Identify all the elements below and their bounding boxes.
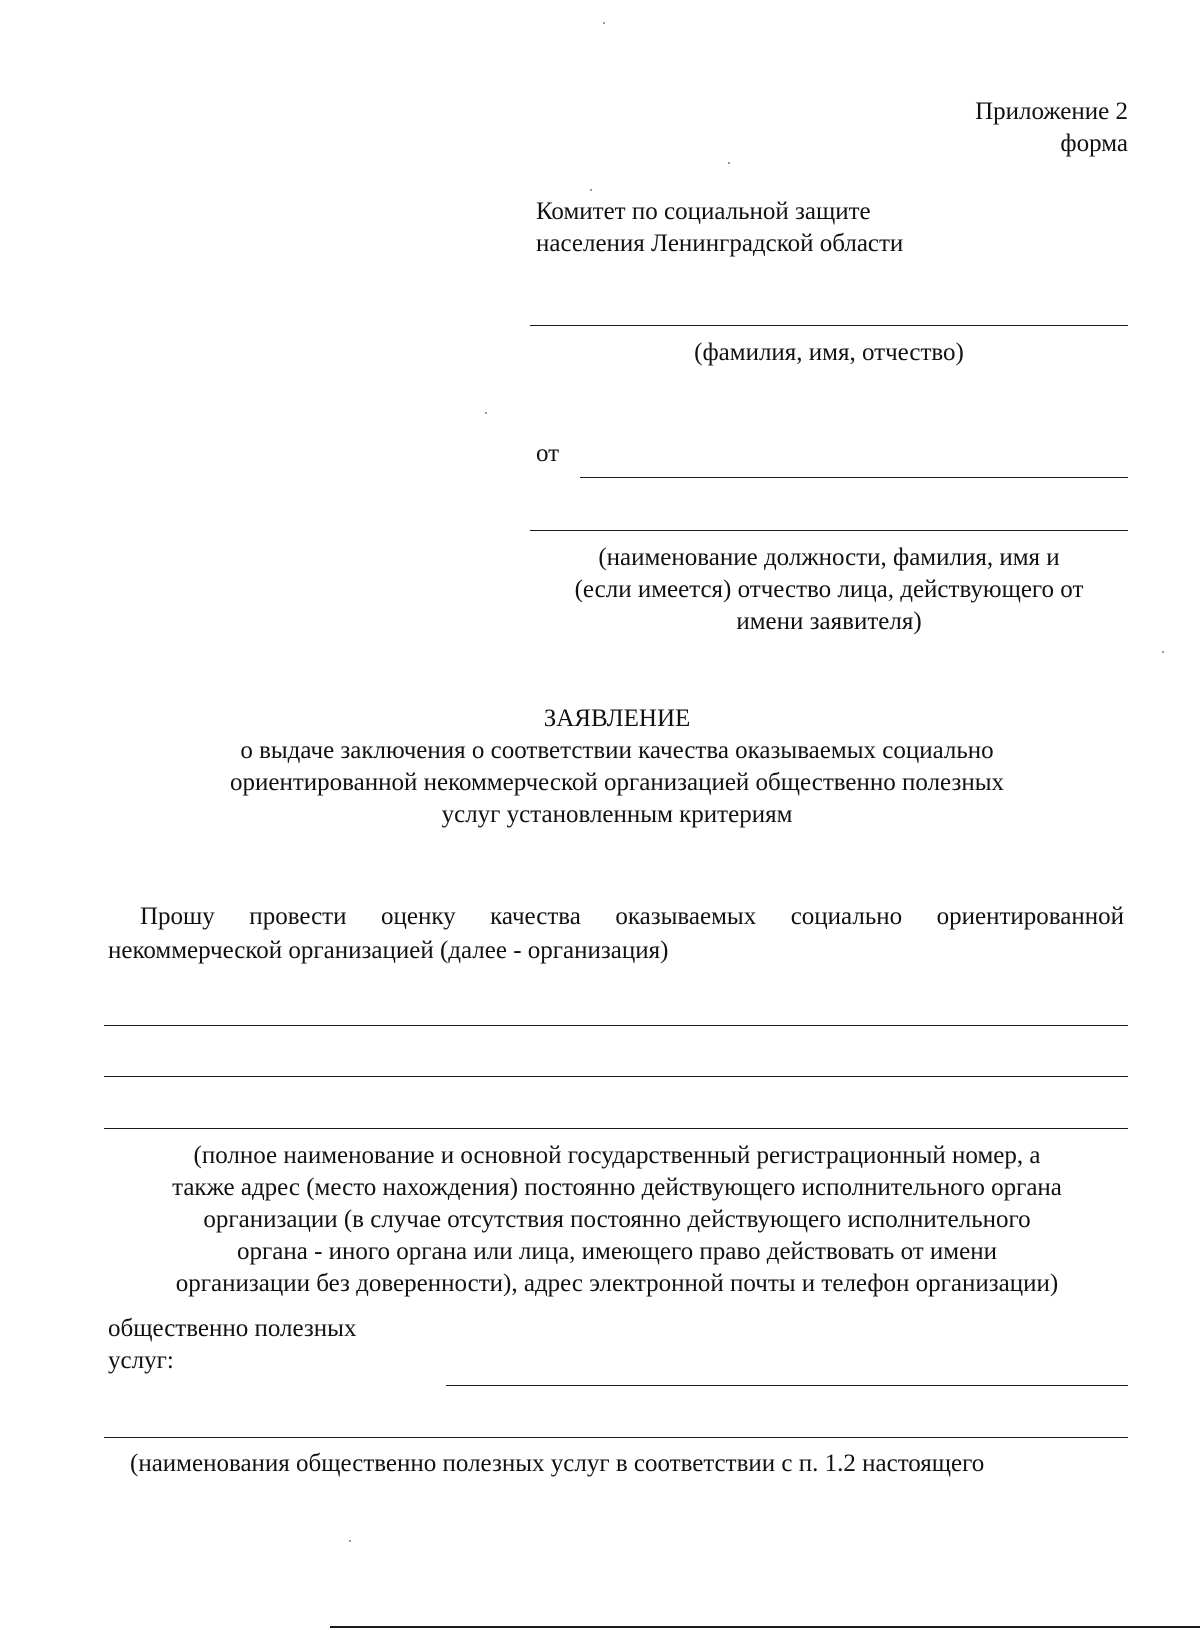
addressee-line-1: Комитет по социальной защите bbox=[536, 198, 871, 225]
services-label-line-2: услуг: bbox=[108, 1347, 174, 1374]
appendix-header bbox=[975, 96, 1128, 160]
services-caption: (наименования общественно полезных услуг в соответствии с п. 1.2 настоящего bbox=[130, 1450, 985, 1477]
title-sub-line-2: ориентированной некоммерческой организацией общественно полезных bbox=[229, 769, 1004, 796]
scan-speck bbox=[603, 22, 605, 24]
request-line-2: некоммерческой организацией (далее - организация) bbox=[108, 937, 669, 964]
scan-speck bbox=[485, 412, 487, 414]
request-paragraph bbox=[108, 900, 1124, 968]
request-line-1: Прошу провести оценку качества оказываемых социально ориентированной bbox=[140, 903, 1124, 930]
org-caption-line-2: также адрес (место нахождения) постоянно действующего исполнительного органа bbox=[172, 1174, 1062, 1201]
org-caption-line-1: (полное наименование и основной государственный регистрационный номер, а bbox=[193, 1142, 1041, 1169]
org-fill-line-2[interactable] bbox=[104, 1076, 1128, 1077]
applicant-caption-line-3: имени заявителя) bbox=[736, 608, 922, 635]
document-title bbox=[100, 703, 1134, 831]
applicant-fill-line[interactable] bbox=[530, 530, 1128, 531]
services-label bbox=[108, 1313, 356, 1377]
org-caption-line-4: органа - иного органа или лица, имеющего право действовать от имени bbox=[237, 1238, 997, 1265]
scan-speck bbox=[590, 189, 592, 191]
services-label-line-1: общественно полезных bbox=[108, 1315, 357, 1342]
org-caption bbox=[100, 1140, 1134, 1300]
org-fill-line-3[interactable] bbox=[104, 1128, 1128, 1129]
applicant-caption-line-1: (наименование должности, фамилия, имя и bbox=[598, 544, 1060, 571]
services-fill-line-2[interactable] bbox=[104, 1437, 1128, 1438]
addressee-block bbox=[536, 196, 903, 260]
scan-bottom-edge bbox=[330, 1626, 1200, 1628]
title-sub-line-1: о выдаче заключения о соответствии качества оказываемых социально bbox=[240, 737, 994, 764]
org-caption-line-3: организации (в случае отсутствия постоянно действующего исполнительного bbox=[203, 1206, 1031, 1233]
org-fill-line-1[interactable] bbox=[104, 1025, 1128, 1026]
from-fill-line[interactable] bbox=[580, 477, 1128, 478]
applicant-caption-line-2: (если имеется) отчество лица, действующего от bbox=[574, 576, 1084, 603]
org-caption-line-5: организации без доверенности), адрес электронной почты и телефон организации) bbox=[175, 1270, 1059, 1297]
services-fill-line-1[interactable] bbox=[446, 1385, 1128, 1386]
appendix-number: Приложение 2 bbox=[975, 98, 1128, 125]
form-label: форма bbox=[1060, 130, 1128, 157]
from-label: от bbox=[536, 440, 560, 467]
scan-speck bbox=[349, 1540, 351, 1542]
scan-speck bbox=[728, 162, 730, 164]
fio-fill-line[interactable] bbox=[530, 325, 1128, 326]
scan-speck bbox=[1162, 651, 1164, 653]
fio-caption: (фамилия, имя, отчество) bbox=[694, 339, 964, 366]
addressee-line-2: населения Ленинградской области bbox=[536, 230, 904, 257]
applicant-caption bbox=[524, 542, 1134, 638]
title-sub-line-3: услуг установленным критериям bbox=[441, 801, 793, 828]
title-main: ЗАЯВЛЕНИЕ bbox=[543, 705, 691, 732]
